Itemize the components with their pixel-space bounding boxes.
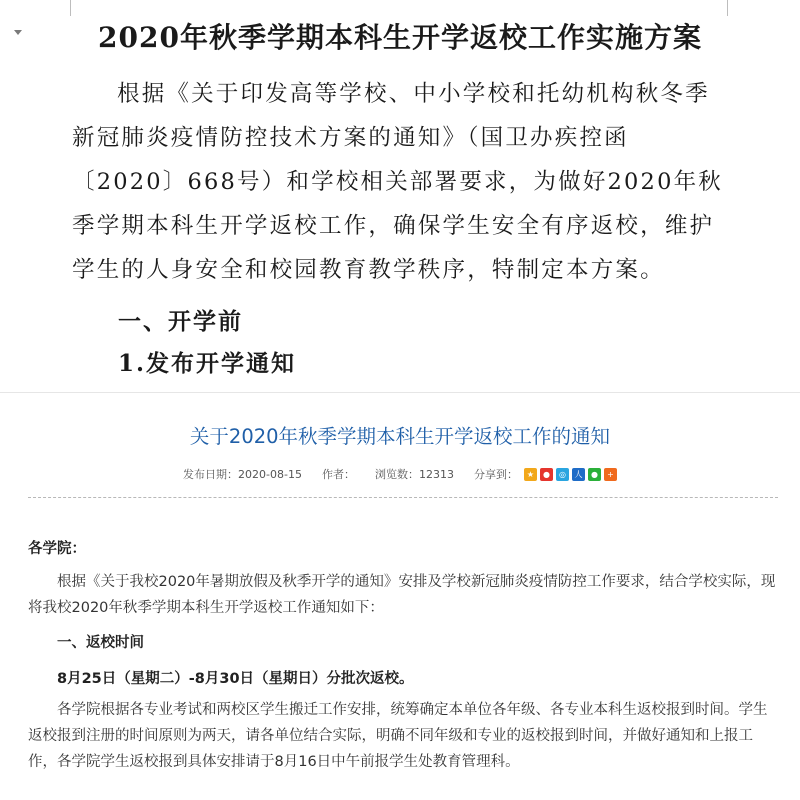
section-heading: 一、开学前: [118, 308, 243, 335]
author-label: 作者：: [321, 468, 355, 481]
document-page: [0, 0, 800, 393]
body-line: 根据《关于印发高等学校、中小学校和托幼机构秋冬季新冠: [72, 81, 710, 151]
article-meta: [0, 466, 800, 482]
web-article: [0, 393, 800, 800]
subsection-heading: 1.发布开学通知: [118, 350, 297, 377]
paragraph-text: 各学院根据各专业考试和两校区学生搬迁工作安排，统筹确定本单位各年级、各专业本科生返校报到时间。学生返校报到注册的时间原则为两天，请各单位结合实际，明确不同年级和专业的返校报到时间，并做好通知和上报工作，各学院学生返校报到具体安排请于8月16日中午前报学生处教育管理科。: [28, 702, 768, 770]
view-count: 浏览数：12313: [374, 468, 454, 481]
publish-date: 发布日期：2020-08-15: [183, 468, 302, 481]
tencent-weibo-icon[interactable]: ◎: [556, 468, 569, 481]
document-title: 2020年秋季学期本科生开学返校工作实施方案: [98, 21, 702, 54]
share-label: 分享到：: [473, 468, 518, 481]
paragraph-text: 根据《关于我校2020年暑期放假及秋季开学的通知》安排及学校新冠肺炎疫情防控工作要求，结合学校实际，现将我校2020年秋季学期本科生开学返校工作通知如下：: [28, 574, 776, 616]
qzone-icon[interactable]: ★: [524, 468, 537, 481]
share-icons: [524, 468, 617, 481]
wechat-icon[interactable]: ●: [588, 468, 601, 481]
article-paragraph: [28, 569, 778, 621]
document-body-paragraph: [72, 72, 732, 292]
section-heading: 一、返校时间: [57, 635, 144, 651]
page-corner-mark: [727, 0, 746, 16]
salutation: 各学院：: [28, 541, 86, 557]
body-line: 肺炎疫情防控技术方案的通知》（国卫办疾控函〔2020〕668号）: [72, 125, 629, 195]
page-corner-mark: [52, 0, 71, 16]
more-share-icon[interactable]: +: [604, 468, 617, 481]
renren-icon[interactable]: 人: [572, 468, 585, 481]
body-line: 教学秩序，特制定本方案。: [368, 257, 665, 283]
document-body: [72, 72, 732, 292]
weibo-icon[interactable]: ●: [540, 468, 553, 481]
article-title: 关于2020年秋季学期本科生开学返校工作的通知: [189, 425, 611, 448]
divider: [28, 497, 778, 498]
article-paragraph: [28, 697, 778, 775]
body-line: 和学校相关部署要求，为做好2020年秋季学期本科生开学返校: [72, 169, 723, 239]
body-line: 工作，确保学生安全有序返校，维护学生的人身安全和校园教育: [72, 213, 715, 283]
return-dates: 8月25日（星期二）-8月30日（星期日）分批次返校。: [57, 671, 414, 687]
